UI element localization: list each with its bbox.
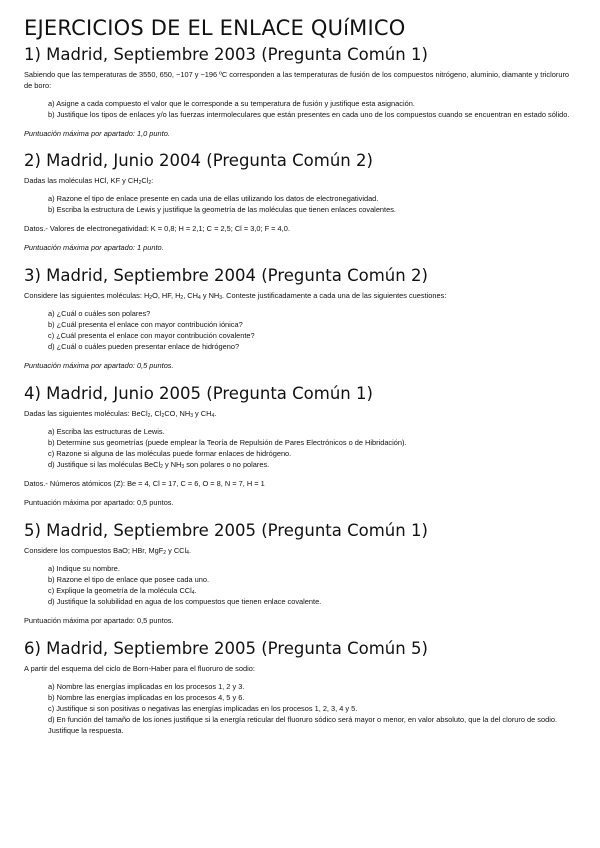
exercise-2-heading: 2) Madrid, Junio 2004 (Pregunta Común 2) <box>24 151 373 170</box>
exercise-3-heading: 3) Madrid, Septiembre 2004 (Pregunta Común 2) <box>24 266 428 285</box>
exercise-6-intro: A partir del esquema del ciclo de Born-Haber para el fluoruro de sodio: <box>24 664 255 673</box>
subscript: 4 <box>211 413 215 419</box>
exercise-5-questions <box>24 563 576 607</box>
exercise-2 <box>24 150 576 253</box>
question-item: c) Justifique si son positivas o negativas las energías implicadas en los procesos 1, 2, 3, 4 y 5. <box>48 704 358 713</box>
exercise-2-data: Datos.- Valores de electronegatividad: K = 0,8; H = 2,1; C = 2,5; Cl = 3,0; F = 4,0. <box>24 224 290 233</box>
question-item: c) ¿Cuál presenta el enlace con mayor contribución covalente? <box>48 331 255 340</box>
intro-text: Dadas las siguientes moléculas: BeCl <box>24 409 148 418</box>
intro-text: y CH <box>192 409 212 418</box>
exercise-2-intro <box>24 175 576 186</box>
subscript: 2 <box>160 464 163 470</box>
question-item: a) Asigne a cada compuesto el valor que le corresponde a su temperatura de fusión y justifique esta asignación. <box>48 99 415 108</box>
exercise-4-data: Datos.- Números atómicos (Z): Be = 4, Cl = 17, C = 6, O = 8, N = 7, H = 1 <box>24 479 265 488</box>
exercise-5-intro <box>24 545 576 556</box>
question-item <box>48 585 576 596</box>
subscript: 2 <box>161 413 165 419</box>
exercise-5 <box>24 520 576 626</box>
question-item: b) ¿Cuál presenta el enlace con mayor contribución iónica? <box>48 320 243 329</box>
exercise-3-score: Puntuación máxima por apartado: 0,5 puntos. <box>24 361 174 370</box>
exercise-4 <box>24 383 576 508</box>
exercise-1-questions <box>24 98 576 120</box>
question-item <box>48 459 576 470</box>
subscript: 3 <box>219 295 223 301</box>
subscript: 4 <box>186 550 189 556</box>
exercise-2-score: Puntuación máxima por apartado: 1 punto. <box>24 243 164 252</box>
subscript: 2 <box>180 295 184 301</box>
exercise-4-intro <box>24 408 576 419</box>
intro-text: y NH <box>200 291 220 300</box>
exercise-3 <box>24 265 576 371</box>
subscript: 2 <box>148 180 152 186</box>
exercise-5-heading: 5) Madrid, Septiembre 2005 (Pregunta Común 1) <box>24 521 428 540</box>
question-item: d) ¿Cuál o cuáles pueden presentar enlace de hidrógeno? <box>48 342 240 351</box>
subscript: 2 <box>147 413 151 419</box>
intro-text: y CCl <box>166 546 187 555</box>
question-item: b) Justifique los tipos de enlaces y/o las fuerzas intermoleculares que están presentes en cada uno de los compuestos cuando se encuentran en estado sólido. <box>48 110 570 119</box>
intro-text: , Cl <box>150 409 162 418</box>
subscript: 3 <box>181 464 185 470</box>
subscript: 2 <box>163 550 167 556</box>
intro-text: . <box>214 409 217 418</box>
intro-text: , CH <box>183 291 198 300</box>
subscript: 4 <box>191 590 195 596</box>
subscript: 3 <box>190 413 193 419</box>
question-item: a) ¿Cuál o cuáles son polares? <box>48 309 151 318</box>
question-item: d) Justifique la solubilidad en agua de los compuestos que tienen enlace covalente. <box>48 597 322 606</box>
intro-text: Considere los compuestos BaO; HBr, MgF <box>24 546 164 555</box>
exercise-1-heading: 1) Madrid, Septiembre 2003 (Pregunta Común 1) <box>24 45 428 64</box>
exercise-1 <box>24 44 576 139</box>
question-text: c) Explique la geometría de la molécula CCl <box>48 586 192 595</box>
question-text: son polares o no polares. <box>184 460 270 469</box>
intro-text: : <box>151 176 154 185</box>
question-item: d) En función del tamaño de los iones justifique si la energía reticular del fluoruro sódico será mayor o menor, en valor absoluto, que la del cloruro de sodio. Justifique la respuesta. <box>48 715 558 735</box>
exercise-5-score: Puntuación máxima por apartado: 0,5 puntos. <box>24 616 174 625</box>
intro-text: CO, NH <box>164 409 191 418</box>
exercise-6-heading: 6) Madrid, Septiembre 2005 (Pregunta Común 5) <box>24 639 428 658</box>
exercise-4-questions <box>24 426 576 470</box>
exercise-6-questions <box>24 681 576 736</box>
question-item: a) Razone el tipo de enlace presente en cada una de ellas utilizando los datos de electronegatividad. <box>48 194 379 203</box>
intro-text: . <box>188 546 191 555</box>
intro-text: Cl <box>141 176 149 185</box>
exercise-3-intro <box>24 290 576 301</box>
question-item: b) Determine sus geometrías (puede emplear la Teoría de Repulsión de Pares Electrónicos o de Hibridación). <box>48 438 407 447</box>
subscript: 4 <box>198 295 201 301</box>
exercise-2-questions <box>24 193 576 215</box>
question-item: a) Nombre las energías implicadas en los procesos 1, 2 y 3. <box>48 682 245 691</box>
exercise-1-score: Puntuación máxima por apartado: 1,0 punto. <box>24 129 170 138</box>
question-item: c) Razone si alguna de las moléculas puede formar enlaces de hidrógeno. <box>48 449 292 458</box>
question-text: d) Justifique si las moléculas BeCl <box>48 460 161 469</box>
question-item: a) Indique su nombre. <box>48 564 120 573</box>
intro-text: . Conteste justificadamente a cada una de las siguientes cuestiones: <box>222 291 447 300</box>
question-item: b) Escriba la estructura de Lewis y justifique la geometría de las moléculas que tienen enlaces covalentes. <box>48 205 396 214</box>
subscript: 2 <box>138 180 142 186</box>
question-text: . <box>194 586 197 595</box>
exercise-6 <box>24 638 576 736</box>
question-item: a) Escriba las estructuras de Lewis. <box>48 427 165 436</box>
exercise-1-intro: Sabiendo que las temperaturas de 3550, 650, −107 y −196 ºC corresponden a las temperaturas de fusión de los compuestos nitrógeno, aluminio, diamante y tricloruro de boro: <box>24 70 570 90</box>
question-text: y NH <box>162 460 182 469</box>
question-item: b) Nombre las energías implicadas en los procesos 4, 5 y 6. <box>48 693 245 702</box>
exercise-4-heading: 4) Madrid, Junio 2005 (Pregunta Común 1) <box>24 384 373 403</box>
subscript: 2 <box>149 295 153 301</box>
exercise-4-score: Puntuación máxima por apartado: 0,5 puntos. <box>24 498 174 507</box>
document-title: EJERCICIOS DE EL ENLACE QUíMICO <box>24 16 406 40</box>
intro-text: Dadas las moléculas HCl, KF y CH <box>24 176 139 185</box>
question-item: b) Razone el tipo de enlace que posee cada uno. <box>48 575 210 584</box>
intro-text: O, HF, H <box>152 291 181 300</box>
exercise-3-questions <box>24 308 576 352</box>
intro-text: Considere las siguientes moléculas: H <box>24 291 150 300</box>
